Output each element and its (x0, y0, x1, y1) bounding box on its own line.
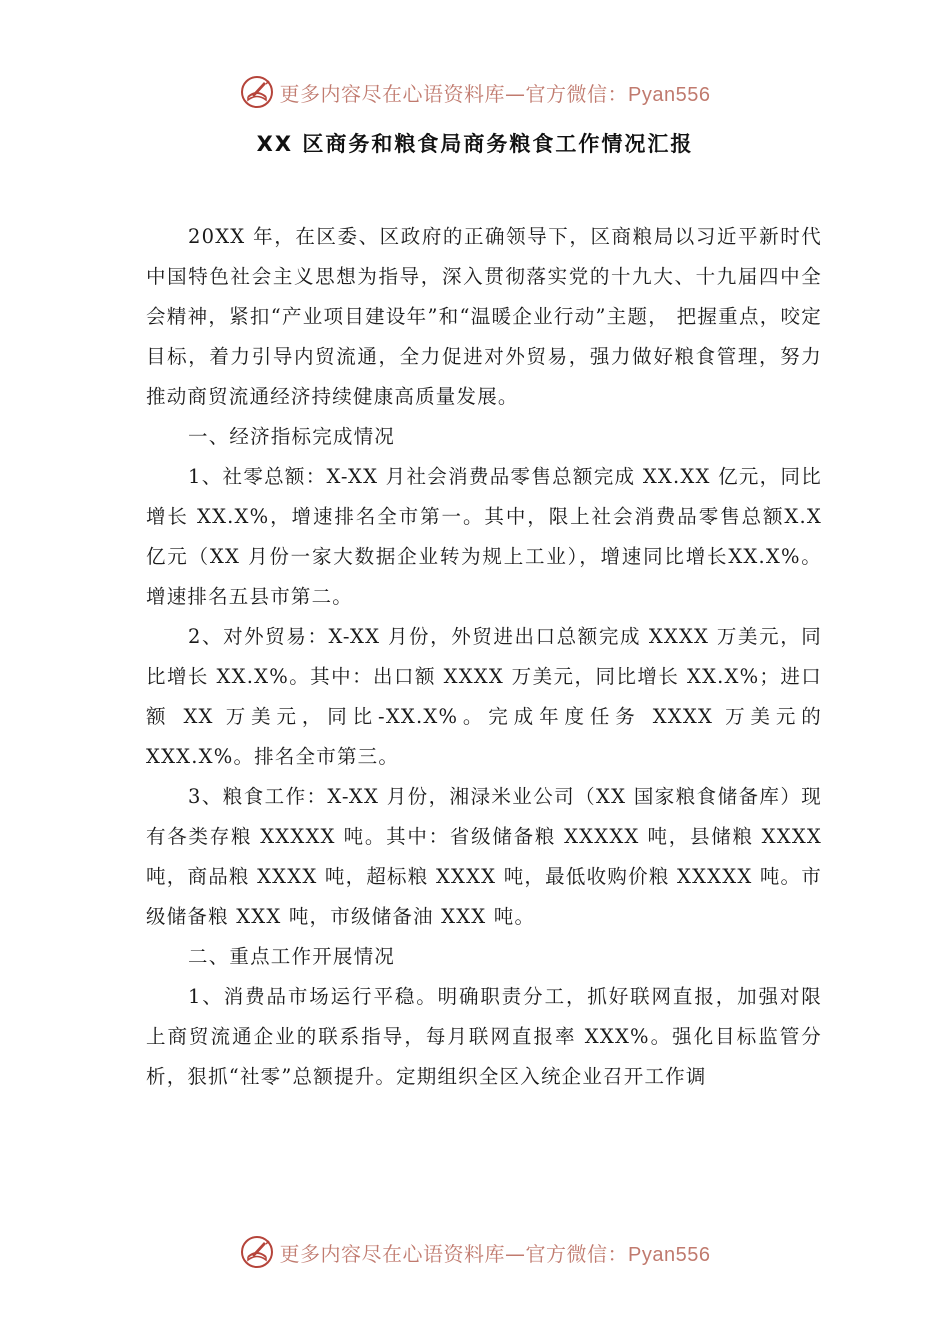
watermark-caption: 更多内容尽在心语资料库—官方微信： (279, 81, 629, 106)
book-quill-logo-icon (240, 75, 274, 109)
retail-sales-paragraph: 1、社零总额：X-XX 月社会消费品零售总额完成 XX.XX 亿元，同比增长 XX.X%，增速排名全市第一。其中，限上社会消费品零售总额X.X 亿元（XX 月份一家大数据企业转为规上工业），增速同比增长XX.X%。增速排名五县市第二。 (146, 465, 822, 608)
watermark-text (280, 78, 711, 107)
section-heading-economic-indicators: 一、经济指标完成情况 (188, 425, 396, 448)
grain-work-paragraph: 3、粮食工作：X-XX 月份，湘渌米业公司（XX 国家粮食储备库）现有各类存粮 XXXXX 吨。其中：省级储备粮 XXXXX 吨，县储粮 XXXX 吨，商品粮 XXXX 吨，超标粮 XXXX 吨，最低收购价粮 XXXXX 吨。市级储备粮 XXX 吨，市级储备油 XXX 吨。 (146, 785, 822, 928)
section-heading-key-work: 二、重点工作开展情况 (188, 945, 396, 968)
watermark-text (280, 1238, 711, 1267)
foreign-trade-paragraph: 2、对外贸易：X-XX 月份，外贸进出口总额完成 XXXX 万美元，同比增长 XX.X%。其中：出口额 XXXX 万美元，同比增长 XX.X%；进口额 XX 万美元，同比-XX.X%。完成年度任务 XXXX 万美元的XXX.X%。排名全市第三。 (146, 625, 822, 768)
watermark-caption: 更多内容尽在心语资料库—官方微信： (279, 1241, 629, 1266)
watermark-handle: Pyan556 (628, 1243, 711, 1266)
intro-paragraph: 20XX 年，在区委、区政府的正确领导下，区商粮局以习近平新时代中国特色社会主义思想为指导，深入贯彻落实党的十九大、十九届四中全会精神，紧扣“产业项目建设年”和“温暖企业行动”主题， 把握重点，咬定目标，着力引导内贸流通，全力促进对外贸易，强力做好粮食管理，努力推动商贸流通经济持续健康高质量发展。 (146, 225, 822, 408)
watermark-banner-bottom (0, 1232, 950, 1272)
document-body (146, 217, 822, 1097)
watermark-banner-top (0, 72, 950, 112)
document-title: XX 区商务和粮食局商务粮食工作情况汇报 (256, 132, 694, 156)
consumer-market-paragraph: 1、消费品市场运行平稳。明确职责分工，抓好联网直报，加强对限上商贸流通企业的联系指导，每月联网直报率 XXX%。强化目标监管分析，狠抓“社零”总额提升。定期组织全区入统企业召开工作调 (146, 985, 822, 1088)
book-quill-logo-icon (240, 1235, 274, 1269)
watermark-handle: Pyan556 (628, 83, 711, 106)
